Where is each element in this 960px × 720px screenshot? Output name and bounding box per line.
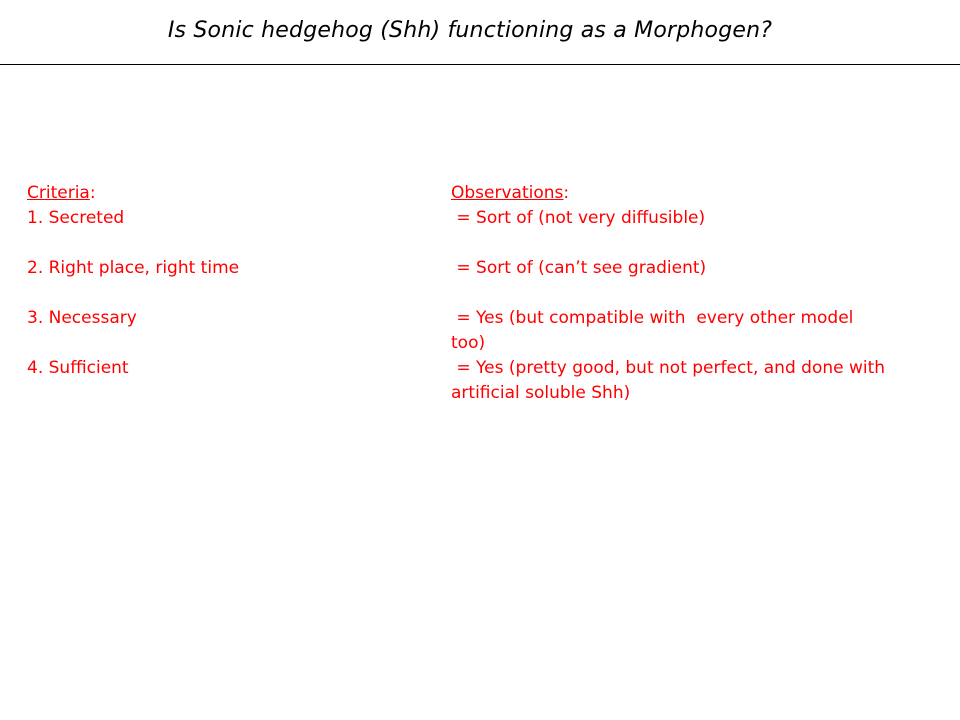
spacer	[27, 231, 427, 256]
criterion-item-1: 1. Secreted	[27, 208, 125, 228]
criteria-colon: :	[89, 183, 96, 203]
criteria-column	[27, 181, 427, 381]
observations-heading: Observations	[451, 183, 564, 203]
criterion-item-2: 2. Right place, right time	[27, 258, 240, 278]
criteria-heading: Criteria	[27, 183, 90, 203]
observation-item-1: = Sort of (not very diffusible)	[451, 208, 706, 228]
title-divider	[0, 64, 960, 65]
observation-item-3: = Yes (but compatible with every other model too)	[451, 308, 859, 353]
spacer	[451, 281, 891, 306]
criteria-header	[27, 181, 427, 206]
observations-column	[451, 181, 891, 406]
observation-item-4: = Yes (pretty good, but not perfect, and done with artificial soluble Shh)	[451, 358, 891, 403]
criterion-item-3: 3. Necessary	[27, 308, 137, 328]
criterion-item-4: 4. Sufficient	[27, 358, 129, 378]
spacer	[451, 231, 891, 256]
spacer	[27, 281, 427, 306]
observations-colon: :	[563, 183, 570, 203]
slide-title: Is Sonic hedgehog (Shh) functioning as a Morphogen?	[167, 18, 773, 43]
spacer	[27, 331, 427, 356]
observations-header	[451, 181, 891, 206]
observation-item-2: = Sort of (can’t see gradient)	[451, 258, 707, 278]
